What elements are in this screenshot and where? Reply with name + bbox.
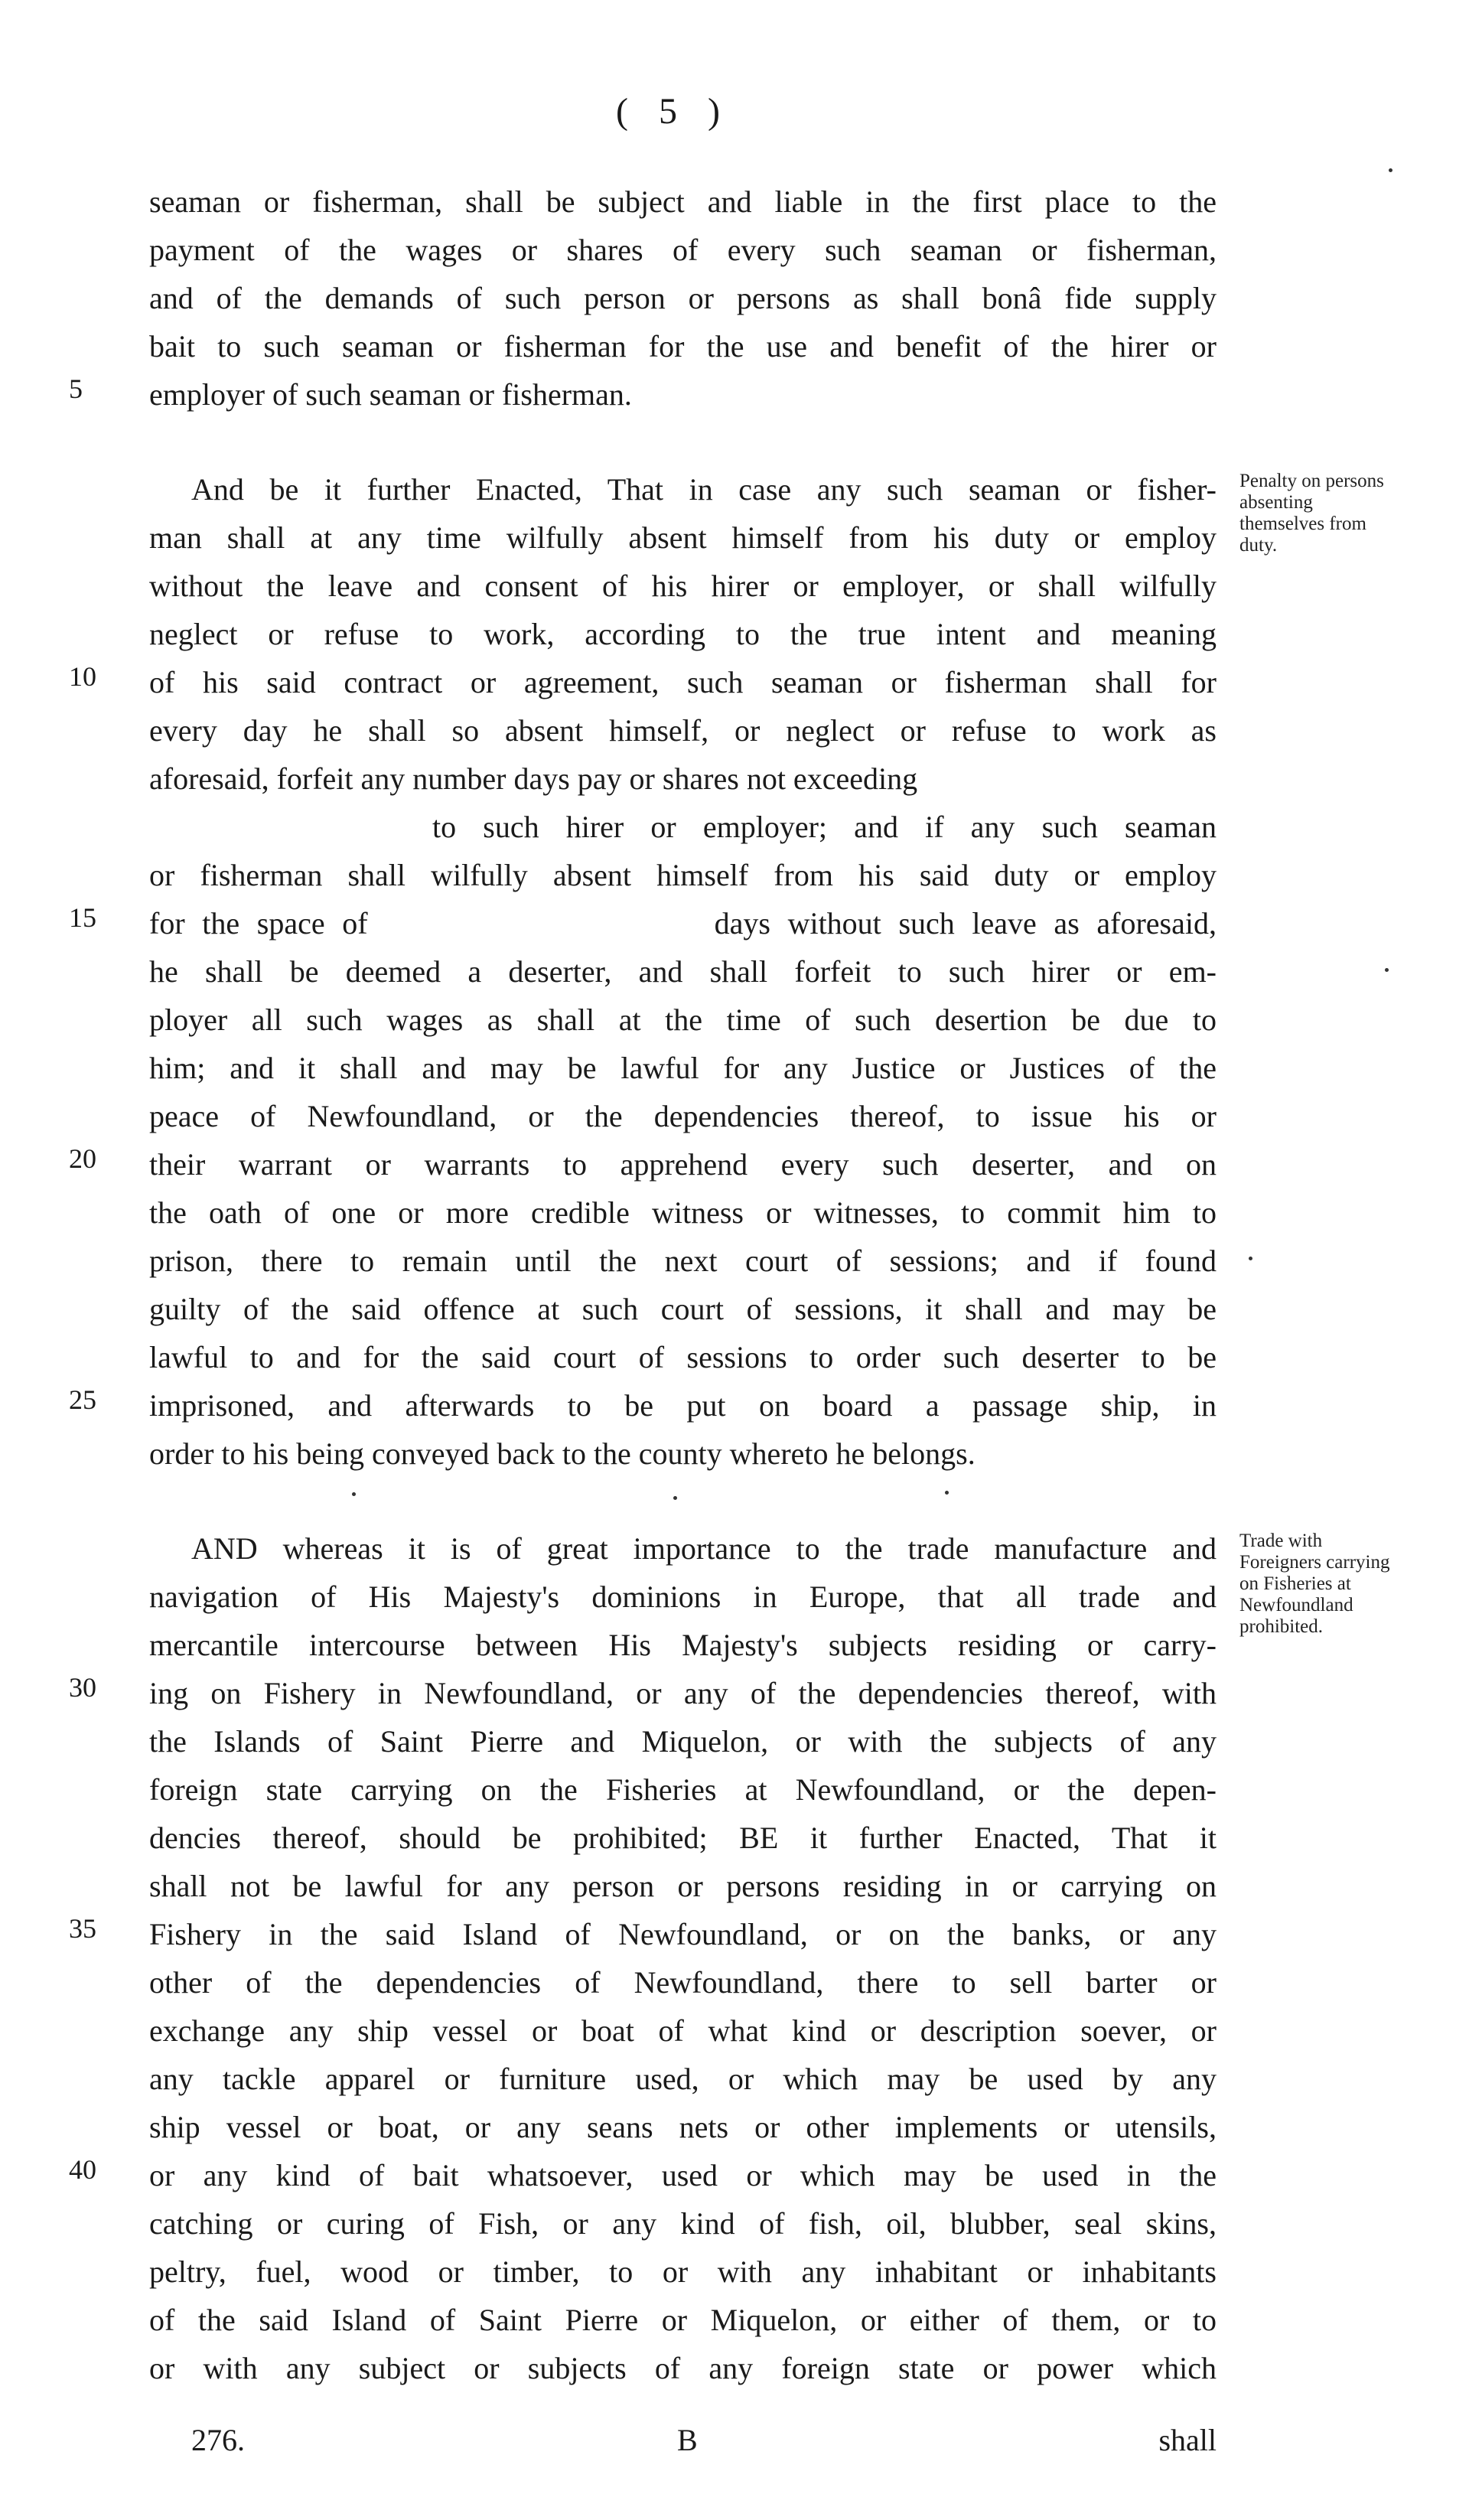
text-line: ship vessel or boat, or any seans nets or other implements or utensils, bbox=[149, 2110, 1217, 2144]
line-number: 20 bbox=[69, 1143, 96, 1174]
scan-speck bbox=[1389, 168, 1392, 172]
text-line: exchange any ship vessel or boat of what kind or description soever, or bbox=[149, 2013, 1217, 2048]
page-number: ( 5 ) bbox=[616, 91, 731, 132]
text-line: other of the dependencies of Newfoundland, there to sell barter or bbox=[149, 1965, 1217, 2000]
text-line: order to his being conveyed back to the county whereto he belongs. bbox=[149, 1436, 976, 1471]
text-line: of the said Island of Saint Pierre or Miquelon, or either of them, or to bbox=[149, 2303, 1217, 2337]
line-number: 25 bbox=[69, 1384, 96, 1415]
text-line: the oath of one or more credible witness or witnesses, to commit him to bbox=[149, 1195, 1217, 1230]
text-line: navigation of His Majesty's dominions in Europe, that all trade and bbox=[149, 1579, 1217, 1614]
text-line: him; and it shall and may be lawful for any Justice or Justices of the bbox=[149, 1051, 1217, 1085]
marginal-note-trade: Trade with Foreigners carrying on Fisheries at Newfoundland prohibited. bbox=[1239, 1531, 1390, 1637]
paragraph-trade-prohibition bbox=[149, 1524, 1217, 2392]
text-line: ing on Fishery in Newfoundland, or any of the dependencies thereof, with bbox=[149, 1676, 1217, 1710]
paragraph-continuation bbox=[149, 178, 1217, 419]
text-line: for the space of days without such leave as aforesaid, bbox=[149, 906, 1217, 941]
line-number: 10 bbox=[69, 661, 96, 692]
text-line: of his said contract or agreement, such seaman or fisherman shall for bbox=[149, 665, 1217, 699]
text-line: imprisoned, and afterwards to be put on board a passage ship, in bbox=[149, 1388, 1217, 1423]
text-line: peltry, fuel, wood or timber, to or with any inhabitant or inhabitants bbox=[149, 2254, 1217, 2289]
text-line: without the leave and consent of his hirer or employer, or shall wilfully bbox=[149, 569, 1217, 603]
line-number: 35 bbox=[69, 1913, 96, 1944]
text-line: or any kind of bait whatsoever, used or which may be used in the bbox=[149, 2158, 1217, 2192]
text-line: mercantile intercourse between His Majesty's subjects residing or carry- bbox=[149, 1628, 1217, 1662]
text-line: aforesaid, forfeit any number days pay or shares not exceeding bbox=[149, 761, 918, 796]
text-line: prison, there to remain until the next court of sessions; and if found bbox=[149, 1244, 1217, 1278]
scan-speck bbox=[352, 1492, 356, 1496]
scan-speck bbox=[945, 1491, 949, 1495]
line-number: 15 bbox=[69, 902, 96, 933]
marginal-note-penalty: Penalty on persons absenting themselves from duty. bbox=[1239, 471, 1384, 556]
catchword: shall bbox=[1158, 2423, 1217, 2457]
text-line: AND whereas it is of great importance to the trade manufacture and bbox=[191, 1531, 1217, 1566]
line-number: 5 bbox=[69, 373, 83, 404]
text-line: lawful to and for the said court of sessions to order such deserter to be bbox=[149, 1340, 1217, 1374]
page-footer bbox=[149, 2422, 1217, 2468]
text-line: ployer all such wages as shall at the time of such desertion be due to bbox=[149, 1002, 1217, 1037]
text-line: every day he shall so absent himself, or neglect or refuse to work as bbox=[149, 713, 1217, 748]
text-line: and of the demands of such person or persons as shall bonâ fide supply bbox=[149, 281, 1217, 315]
text-line: neglect or refuse to work, according to the true intent and meaning bbox=[149, 617, 1217, 651]
paragraph-penalty bbox=[149, 465, 1217, 1478]
text-line: guilty of the said offence at such court of sessions, it shall and may be bbox=[149, 1292, 1217, 1326]
text-line: catching or curing of Fish, or any kind of fish, oil, blubber, seal skins, bbox=[149, 2206, 1217, 2241]
text-line: Fishery in the said Island of Newfoundland, or on the banks, or any bbox=[149, 1917, 1217, 1951]
text-line: shall not be lawful for any person or persons residing in or carrying on bbox=[149, 1869, 1217, 1903]
text-line: bait to such seaman or fisherman for the use and benefit of the hirer or bbox=[149, 329, 1217, 363]
text-line: their warrant or warrants to apprehend every such deserter, and on bbox=[149, 1147, 1217, 1182]
text-line: seaman or fisherman, shall be subject and liable in the first place to the bbox=[149, 184, 1217, 219]
text-line: peace of Newfoundland, or the dependencies thereof, to issue his or bbox=[149, 1099, 1217, 1133]
text-line: any tackle apparel or furniture used, or which may be used by any bbox=[149, 2062, 1217, 2096]
text-line: man shall at any time wilfully absent himself from his duty or employ bbox=[149, 520, 1217, 555]
text-line: foreign state carrying on the Fisheries at Newfoundland, or the depen- bbox=[149, 1772, 1217, 1807]
text-line: payment of the wages or shares of every such seaman or fisherman, bbox=[149, 233, 1217, 267]
line-number: 30 bbox=[69, 1672, 96, 1703]
text-line: or with any subject or subjects of any foreign state or power which bbox=[149, 2351, 1217, 2385]
sheet-number: 276. bbox=[191, 2423, 245, 2457]
text-line: employer of such seaman or fisherman. bbox=[149, 377, 632, 412]
text-line: dencies thereof, should be prohibited; BE it further Enacted, That it bbox=[149, 1821, 1217, 1855]
line-number: 40 bbox=[69, 2154, 96, 2185]
text-line: the Islands of Saint Pierre and Miquelon, or with the subjects of any bbox=[149, 1724, 1217, 1759]
text-line: or fisherman shall wilfully absent himself from his said duty or employ bbox=[149, 858, 1217, 892]
scan-speck bbox=[673, 1496, 677, 1500]
scan-speck bbox=[1385, 968, 1389, 972]
text-line: And be it further Enacted, That in case any such seaman or fisher- bbox=[191, 472, 1217, 507]
scan-speck bbox=[1249, 1257, 1252, 1260]
text-line: he shall be deemed a deserter, and shall forfeit to such hirer or em- bbox=[149, 954, 1217, 989]
text-line: to such hirer or employer; and if any such seaman bbox=[432, 810, 1217, 844]
signature-mark: B bbox=[677, 2423, 698, 2457]
